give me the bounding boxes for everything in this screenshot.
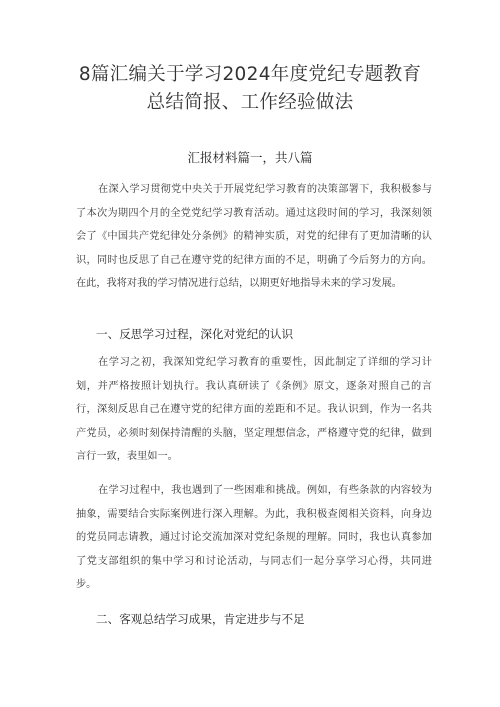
- paragraph-intro: 在深入学习贯彻党中央关于开展党纪学习教育的决策部署下，我积极参与了本次为期四个月的全党党纪学习教育活动。通过这段时间的学习，我深刻领会了《中国共产党纪律处分条例》的精神实质，对党的纪律有了更加清晰的认识，同时也反思了自己在遵守党的纪律方面的不足，明确了今后努力的方向。在此，我将对我的学习情况进行总结，以期更好地指导未来的学习发展。: [76, 184, 432, 290]
- heading-reflection: 一、反思学习过程，深化对党纪的认识: [96, 327, 294, 341]
- paragraph-study-plan: 在学习之初，我深知党纪学习教育的重要性，因此制定了详细的学习计划，并严格按照计划执行。我认真研读了《条例》原文，逐条对照自己的言行，深刻反思自己在遵守党的纪律方面的差距和不足。我认识到，作为一名共产党员，必须时刻保持清醒的头脑，坚定理想信念，严格遵守党的纪律，做到言行一致，表里如一。: [76, 357, 432, 463]
- section-title: 汇报材料篇一，共八篇: [187, 150, 313, 165]
- heading-results: 二、客观总结学习成果，肯定进步与不足: [96, 612, 305, 626]
- document-title-line-2: 总结简报、工作经验做法: [146, 92, 354, 113]
- paragraph-challenges: 在学习过程中，我也遇到了一些困难和挑战。例如，有些条款的内容较为抽象，需要结合实际案例进行深入理解。为此，我积极查阅相关资料，向身边的党员同志请教，通过讨论交流加深对党纪条规的理解。同时，我也认真参加了党支部组织的集中学习和讨论活动，与同志们一起分享学习心得，共同进步。: [76, 485, 432, 591]
- document-title-line-1: 8篇汇编关于学习2024年度党纪专题教育: [78, 64, 422, 85]
